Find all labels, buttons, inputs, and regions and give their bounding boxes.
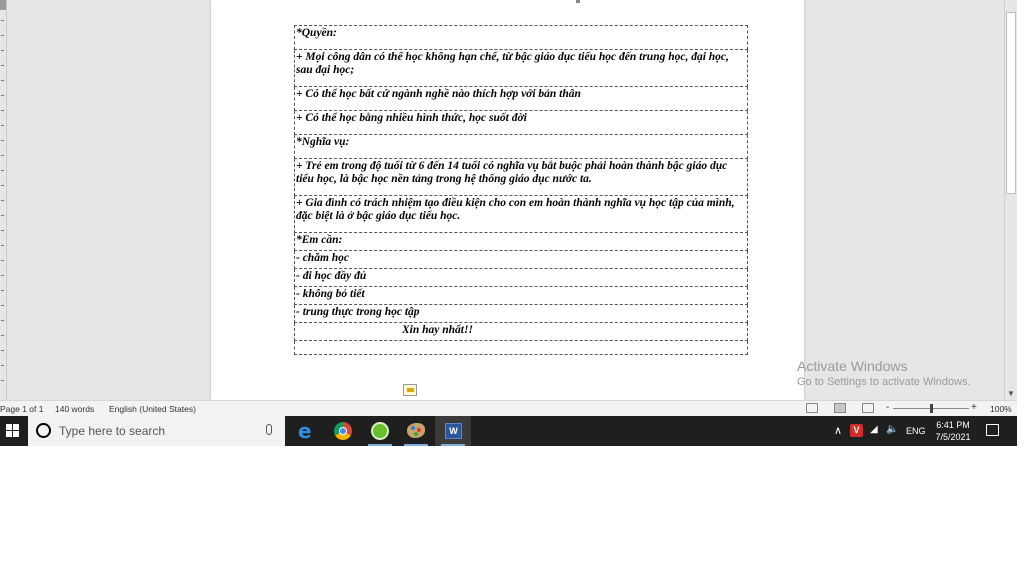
watermark-subtitle: Go to Settings to activate Windows. <box>797 376 971 388</box>
edge-icon[interactable] <box>289 416 325 446</box>
green-app-glyph <box>371 422 389 440</box>
table-row[interactable] <box>295 196 748 233</box>
table-row[interactable] <box>295 251 748 269</box>
activate-windows-watermark <box>797 358 971 388</box>
page-count[interactable]: Page 1 of 1 <box>0 404 44 414</box>
ruler-margin-mark <box>0 0 6 10</box>
ruler-tick <box>1 305 4 306</box>
ruler-tick <box>1 20 4 21</box>
empty-cell[interactable] <box>295 341 748 355</box>
table-row[interactable] <box>295 26 748 50</box>
ruler-tick <box>1 380 4 381</box>
watermark-title: Activate Windows <box>797 358 908 374</box>
scroll-down-icon[interactable]: ▼ <box>1007 389 1015 398</box>
paint-glyph <box>407 423 425 438</box>
table-row[interactable] <box>295 111 748 135</box>
ruler-tick <box>1 35 4 36</box>
table-cell[interactable]: *Nghĩa vụ: <box>295 135 748 159</box>
ruler-tick <box>1 320 4 321</box>
ruler-tick <box>1 350 4 351</box>
start-icon-part <box>13 431 19 437</box>
page-top-mark <box>576 0 580 3</box>
microphone-icon[interactable] <box>266 424 272 435</box>
table-cell[interactable]: - chăm học <box>295 251 748 269</box>
table-cell[interactable]: - trung thực trong học tập <box>295 305 748 323</box>
ruler-tick <box>1 290 4 291</box>
ruler-tick <box>1 170 4 171</box>
ruler-tick <box>1 65 4 66</box>
clock-time: 6:41 PM <box>936 420 970 430</box>
zoom-level[interactable]: 100% <box>990 404 1012 414</box>
table-row[interactable] <box>295 159 748 196</box>
screen-edge <box>1017 0 1024 446</box>
table-cell[interactable]: *Quyền: <box>295 26 748 50</box>
ruler-tick <box>1 95 4 96</box>
table-row[interactable] <box>295 135 748 159</box>
clock-date: 7/5/2021 <box>935 432 971 442</box>
table-row[interactable] <box>295 233 748 251</box>
ruler-tick <box>1 365 4 366</box>
antivirus-tray-icon[interactable]: V <box>850 424 863 437</box>
notification-center-icon[interactable] <box>986 424 999 436</box>
taskbar-search[interactable] <box>28 416 285 446</box>
input-language[interactable]: ENG <box>906 426 926 436</box>
ruler-tick <box>1 230 4 231</box>
taskbar <box>0 416 1017 446</box>
ruler-tick <box>1 185 4 186</box>
table-cell[interactable]: + Mọi công dân có thể học không hạn chế, từ bậc giáo dục tiểu học đến trung học, đại học, sau đại học; <box>295 50 748 87</box>
word-glyph: W <box>445 423 462 439</box>
clock[interactable] <box>933 419 973 443</box>
paint-icon[interactable] <box>398 416 434 446</box>
windows-start-icon[interactable] <box>0 416 28 446</box>
table-row[interactable] <box>295 287 748 305</box>
ruler-tick <box>1 275 4 276</box>
read-mode-icon[interactable] <box>806 403 818 413</box>
paste-options-icon[interactable] <box>403 384 417 396</box>
chrome-glyph <box>334 422 352 440</box>
language-indicator[interactable]: English (United States) <box>109 404 196 414</box>
word-icon[interactable] <box>435 416 471 446</box>
table-row[interactable] <box>295 50 748 87</box>
table-cell[interactable]: *Em cần: <box>295 233 748 251</box>
edge-glyph: e <box>298 419 312 443</box>
table-cell[interactable]: + Gia đình có trách nhiệm tạo điều kiện cho con em hoàn thành nghĩa vụ học tập của mình, đặc biệt là ở bậc giáo dục tiểu học. <box>295 196 748 233</box>
ruler-tick <box>1 335 4 336</box>
chrome-center <box>339 427 347 435</box>
ruler-tick <box>1 80 4 81</box>
vertical-scrollbar[interactable] <box>1004 0 1017 400</box>
table-row[interactable] <box>295 323 748 341</box>
ruler-tick <box>1 260 4 261</box>
signature-cell[interactable]: Xin hay nhất!! <box>295 323 748 341</box>
word-count[interactable]: 140 words <box>55 404 95 414</box>
table-cell[interactable]: + Trẻ em trong độ tuổi từ 6 đến 14 tuổi có nghĩa vụ bắt buộc phải hoàn thành bậc giáo dục tiểu học, là bậc học nền tảng trong hệ thống giáo dục nước ta. <box>295 159 748 196</box>
ruler-tick <box>1 155 4 156</box>
table-cell[interactable]: + Có thể học bằng nhiều hình thức, học suốt đời <box>295 111 748 135</box>
zoom-slider-thumb[interactable] <box>930 404 933 413</box>
ruler-tick <box>1 245 4 246</box>
show-hidden-icons-icon[interactable]: ∧ <box>834 425 843 437</box>
ruler-tick <box>1 140 4 141</box>
zoom-out-button[interactable]: - <box>886 402 890 413</box>
ruler-tick <box>1 50 4 51</box>
ruler-tick <box>1 200 4 201</box>
start-icon-part <box>13 424 19 430</box>
ruler-tick <box>1 125 4 126</box>
volume-icon[interactable]: 🔈 <box>886 424 899 435</box>
ruler-tick <box>1 110 4 111</box>
print-layout-icon[interactable] <box>834 403 846 413</box>
ruler-tick <box>1 215 4 216</box>
zoom-in-button[interactable]: + <box>971 402 977 413</box>
network-icon[interactable]: ◢ <box>870 424 878 435</box>
status-bar <box>0 400 1017 416</box>
table-cell[interactable]: - không bỏ tiết <box>295 287 748 305</box>
scroll-thumb[interactable] <box>1006 12 1016 194</box>
start-icon-part <box>6 424 12 430</box>
web-layout-icon[interactable] <box>862 403 874 413</box>
table-cell[interactable]: + Có thể học bất cứ ngành nghề nào thích hợp với bản thân <box>295 87 748 111</box>
content-table[interactable] <box>294 25 748 355</box>
cortana-icon <box>36 423 51 438</box>
table-cell[interactable]: - đi học đầy đủ <box>295 269 748 287</box>
vertical-ruler <box>0 0 7 400</box>
table-row[interactable] <box>295 87 748 111</box>
table-row[interactable] <box>295 341 748 355</box>
table-row[interactable] <box>295 269 748 287</box>
green-app-icon[interactable] <box>362 416 398 446</box>
table-row[interactable] <box>295 305 748 323</box>
chrome-icon[interactable] <box>325 416 361 446</box>
start-icon-part <box>6 431 12 437</box>
search-placeholder[interactable]: Type here to search <box>59 424 166 438</box>
